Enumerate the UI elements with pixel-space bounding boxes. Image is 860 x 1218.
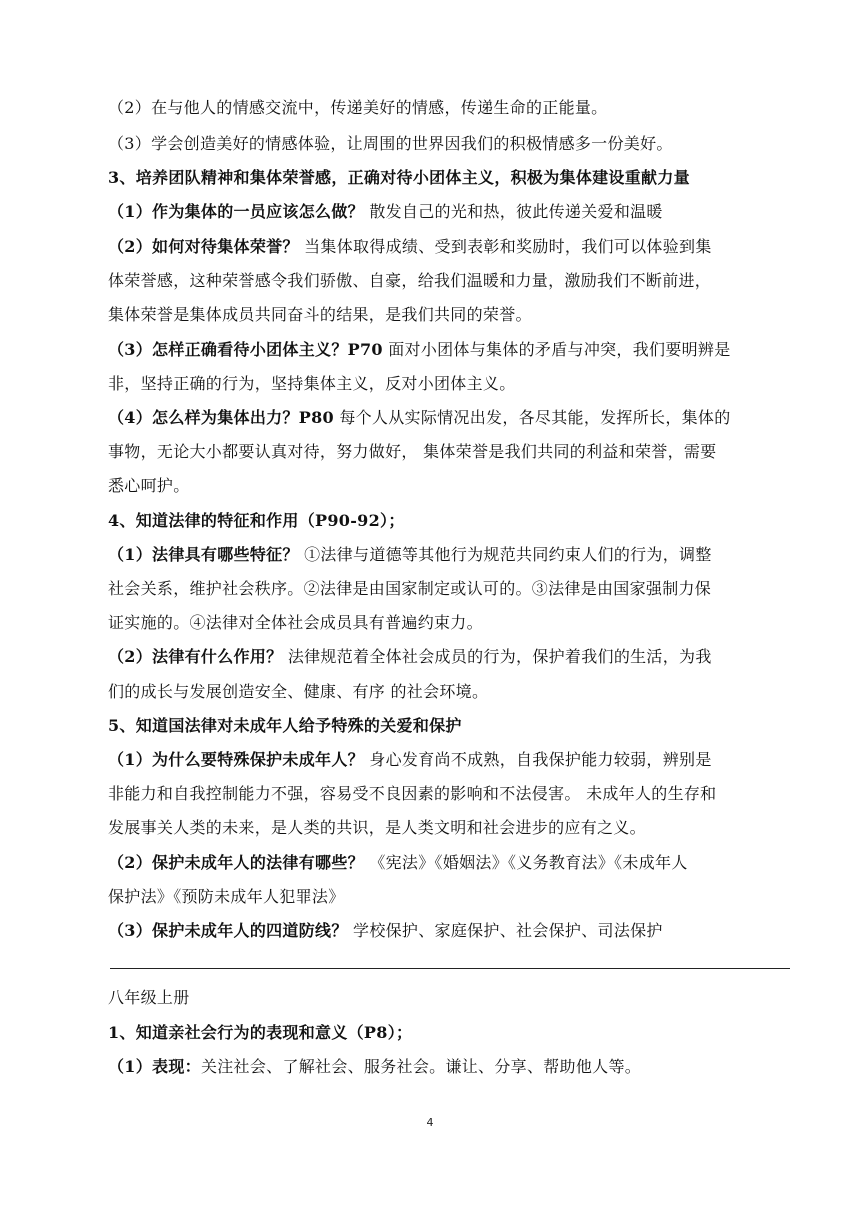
bold-text: （2）法律有什么作用？: [108, 647, 283, 666]
text-line: [108, 305, 788, 325]
text-line: [108, 682, 788, 702]
body-text: 体荣誉感，这种荣誉感令我们骄傲、自豪，给我们温暖和力量，激励我们不断前进，: [108, 271, 712, 290]
text-line: [108, 1023, 788, 1043]
body-text: 非能力和自我控制能力不强，容易受不良因素的影响和不法侵害。 未成年人的生存和: [108, 784, 717, 803]
bold-text: 1、知道亲社会行为的表现和意义（P8）；: [108, 1023, 413, 1042]
text-line: [108, 545, 788, 565]
bold-text: （1）作为集体的一员应该怎么做？: [108, 202, 364, 221]
text-line: [108, 750, 788, 770]
bold-text: （1）表现：: [108, 1057, 201, 1076]
bold-text: 5、知道国法律对未成年人给予特殊的关爱和保护: [108, 716, 462, 735]
bold-text: 3、培养团队精神和集体荣誉感，正确对待小团体主义，积极为集体建设重献力量: [108, 168, 690, 187]
text-line: [108, 579, 788, 599]
bold-text: （1）法律具有哪些特征？: [108, 545, 299, 564]
text-line: [108, 921, 788, 941]
bold-text: （3）保护未成年人的四道防线？: [108, 921, 348, 940]
body-text: 身心发育尚不成熟，自我保护能力较弱，辨别是: [363, 750, 712, 769]
bold-text: （2）如何对待集体荣誉？: [108, 237, 299, 256]
body-text: 法律规范着全体社会成员的行为，保护着我们的生活，为我: [282, 647, 712, 666]
text-line: [108, 1057, 788, 1077]
text-line: [108, 202, 788, 222]
text-line: [108, 818, 788, 838]
body-text: 社会关系，维护社会秩序。②法律是由国家制定或认可的。③法律是由国家强制力保: [108, 579, 712, 598]
text-line: [108, 271, 788, 291]
text-line: [108, 988, 788, 1008]
text-line: [108, 98, 788, 118]
text-line: [108, 134, 788, 154]
text-line: [108, 853, 788, 873]
body-text: 每个人从实际情况出发，各尽其能，发挥所长，集体的: [333, 408, 731, 427]
body-text: （2）在与他人的情感交流中，传递美好的情感，传递生命的正能量。: [108, 98, 608, 117]
body-text: 学校保护、家庭保护、社会保护、司法保护: [347, 921, 663, 940]
text-line: [108, 168, 788, 188]
body-text: 当集体取得成绩、受到表彰和奖励时，我们可以体验到集: [298, 237, 712, 256]
text-line: [108, 784, 788, 804]
text-line: [108, 374, 788, 394]
text-line: [108, 613, 788, 633]
text-line: [108, 237, 788, 257]
body-text: 《宪法》《婚姻法》《义务教育法》《未成年人: [363, 853, 688, 872]
page-number: 4: [426, 1116, 434, 1129]
body-text: ①法律与道德等其他行为规范共同约束人们的行为，调整: [298, 545, 712, 564]
body-text: 散发自己的光和热，彼此传递关爱和温暖: [363, 202, 663, 221]
body-text: 八年级上册: [108, 988, 190, 1007]
text-line: [108, 647, 788, 667]
body-text: 非，坚持正确的行为，坚持集体主义，反对小团体主义。: [108, 374, 516, 393]
text-line: [108, 476, 788, 496]
text-line: [108, 716, 788, 736]
body-text: 证实施的。④法律对全体社会成员具有普遍约束力。: [108, 613, 483, 632]
bold-text: （3）怎样正确看待小团体主义？P70: [108, 340, 383, 359]
body-text: 事物，无论大小都要认真对待，努力做好， 集体荣誉是我们共同的利益和荣誉，需要: [108, 442, 717, 461]
body-text: 发展事关人类的未来，是人类的共识，是人类文明和社会进步的应有之义。: [108, 818, 646, 837]
body-text: 面对小团体与集体的矛盾与冲突，我们要明辨是: [382, 340, 731, 359]
bold-text: （1）为什么要特殊保护未成年人？: [108, 750, 364, 769]
bold-text: （4）怎么样为集体出力？P80: [108, 408, 334, 427]
body-text: （3）学会创造美好的情感体验，让周围的世界因我们的积极情感多一份美好。: [108, 134, 673, 153]
body-text: 们的成长与发展创造安全、健康、有序 的社会环境。: [108, 682, 489, 701]
body-text: 保护法》《预防未成年人犯罪法》: [108, 887, 345, 906]
text-line: [108, 408, 788, 428]
section-divider: [110, 968, 790, 969]
bold-text: 4、知道法律的特征和作用（P90-92）；: [108, 511, 405, 530]
text-line: [108, 340, 788, 360]
text-line: [108, 887, 788, 907]
body-text: 集体荣誉是集体成员共同奋斗的结果，是我们共同的荣誉。: [108, 305, 532, 324]
body-text: 关注社会、了解社会、服务社会。谦让、分享、帮助他人等。: [200, 1057, 642, 1076]
text-line: [108, 442, 788, 462]
body-text: 悉心呵护。: [108, 476, 190, 495]
bold-text: （2）保护未成年人的法律有哪些？: [108, 853, 364, 872]
text-line: [108, 511, 788, 531]
